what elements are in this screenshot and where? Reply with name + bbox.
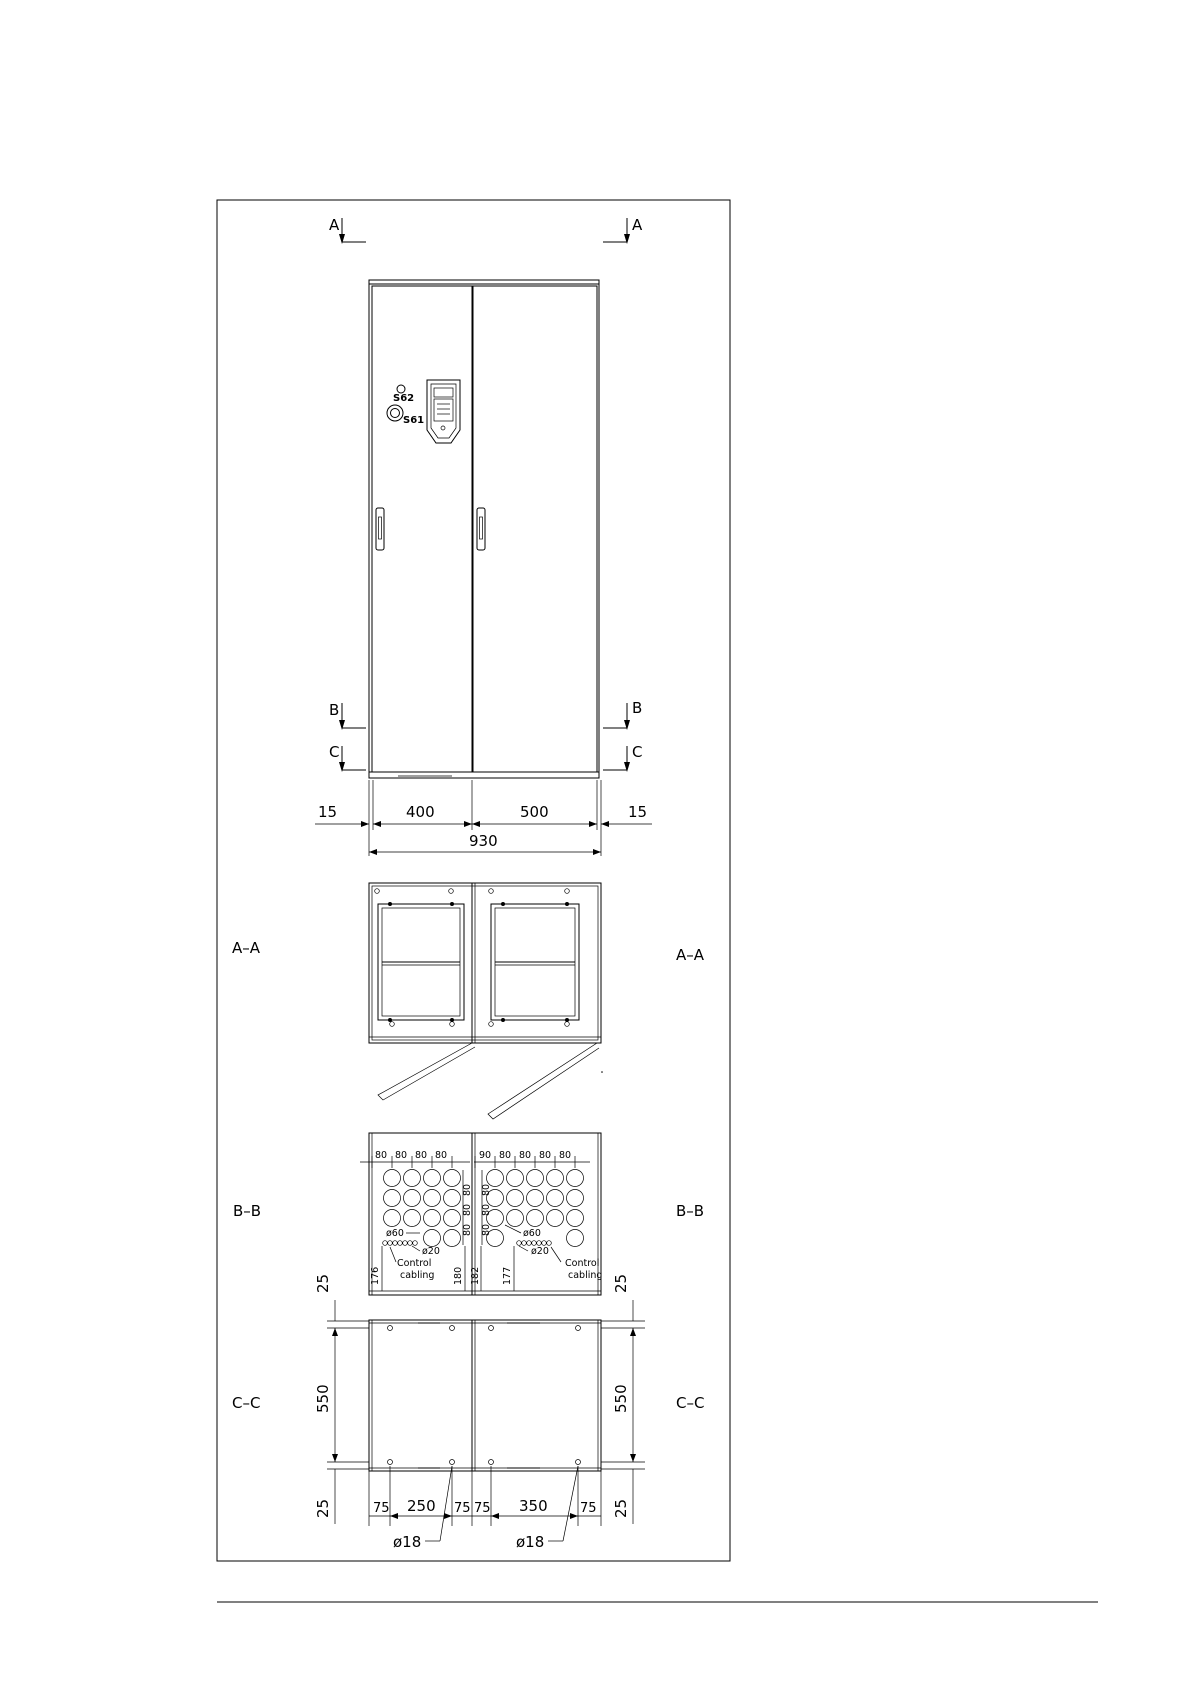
- switch-s62-label: S62: [393, 393, 415, 404]
- section-label-bb-left: B–B: [233, 1202, 262, 1220]
- label-control-cabling-left-2: cabling: [400, 1270, 435, 1281]
- control-panel-icon: [427, 380, 460, 443]
- dim-bb-mid-left-3: 80: [462, 1223, 473, 1236]
- section-label-cc-left: C–C: [232, 1394, 261, 1412]
- section-letter: A: [329, 216, 340, 234]
- dim-total-width: 930: [469, 832, 498, 850]
- section-bb-view: [360, 1133, 602, 1295]
- dim-cc-bottom-left: 25: [314, 1498, 332, 1518]
- right-door: [473, 286, 597, 772]
- dim-bb-mid-right-1: 80: [481, 1183, 492, 1196]
- label-bb-left-small-hole: ø20: [422, 1246, 440, 1257]
- dim-right-margin: 15: [628, 803, 648, 821]
- dim-cc-bottom-4: 75: [474, 1501, 491, 1516]
- dim-bb-left-2: 80: [395, 1150, 408, 1161]
- dim-cc-height-right: 550: [612, 1384, 630, 1413]
- switch-s62-icon: [397, 385, 405, 393]
- section-marker-b-right: [603, 699, 642, 730]
- section-marker-c-right: [603, 743, 642, 772]
- dim-left-cubicle: 400: [406, 803, 435, 821]
- dim-cc-bottom-1: 75: [373, 1501, 390, 1516]
- section-marker-a-left: [329, 216, 366, 244]
- section-letter: C: [632, 743, 643, 761]
- dim-bb-right-3: 80: [519, 1150, 532, 1161]
- section-label-bb-right: B–B: [676, 1202, 705, 1220]
- front-dimensions: [315, 780, 652, 856]
- section-letter: A: [632, 216, 643, 234]
- left-door-handle: [376, 508, 384, 550]
- dim-bb-left-1: 80: [375, 1150, 388, 1161]
- dim-cc-bottom-6: 75: [580, 1501, 597, 1516]
- label-bb-right-large-hole: ø60: [523, 1228, 541, 1239]
- left-door: [372, 286, 472, 772]
- dim-bb-182: 182: [470, 1266, 481, 1285]
- dim-bb-mid-left-1: 80: [462, 1183, 473, 1196]
- dim-bb-right-4: 80: [539, 1150, 552, 1161]
- dim-cc-top-right: 25: [612, 1273, 630, 1293]
- section-label-cc-right: C–C: [676, 1394, 705, 1412]
- label-cc-bolt-right: ø18: [516, 1533, 545, 1551]
- switch-s61-label: S61: [403, 415, 425, 426]
- label-bb-right-small-hole: ø20: [531, 1246, 549, 1257]
- section-marker-a-right: [603, 216, 643, 244]
- dim-cc-bottom-2: 250: [407, 1497, 436, 1515]
- switch-s61-icon: [387, 405, 403, 421]
- dim-left-margin: 15: [318, 803, 338, 821]
- section-letter: B: [632, 699, 643, 717]
- dim-bb-mid-right-3: 80: [481, 1223, 492, 1236]
- dim-cc-bottom-3: 75: [454, 1501, 471, 1516]
- cabinet-front-view: [369, 280, 599, 778]
- dim-cc-bottom-5: 350: [519, 1497, 548, 1515]
- dim-bb-176: 176: [370, 1266, 381, 1285]
- section-letter: B: [329, 701, 340, 719]
- section-aa-view: [369, 883, 603, 1119]
- label-bb-left-large-hole: ø60: [386, 1228, 404, 1239]
- dim-bb-left-4: 80: [435, 1150, 448, 1161]
- section-marker-c-left: [329, 743, 366, 772]
- dim-bb-177: 177: [502, 1266, 513, 1285]
- label-control-cabling-right: Control: [565, 1258, 600, 1269]
- dim-bb-right-1: 90: [479, 1150, 492, 1161]
- section-label-aa-right: A–A: [676, 946, 705, 964]
- section-letter: C: [329, 743, 340, 761]
- label-control-cabling-left: Control: [397, 1258, 432, 1269]
- dim-bb-right-2: 80: [499, 1150, 512, 1161]
- section-cc-view: [314, 1274, 645, 1551]
- label-control-cabling-right-2: cabling: [568, 1270, 603, 1281]
- dim-bb-180: 180: [453, 1266, 464, 1285]
- dim-cc-bottom-right: 25: [612, 1498, 630, 1518]
- label-cc-bolt-left: ø18: [393, 1533, 422, 1551]
- plinth: [369, 772, 599, 778]
- section-marker-b-left: [329, 701, 366, 730]
- dim-bb-left-3: 80: [415, 1150, 428, 1161]
- dim-bb-mid-left-2: 80: [462, 1203, 473, 1216]
- section-label-aa-left: A–A: [232, 939, 261, 957]
- dim-bb-right-5: 80: [559, 1150, 572, 1161]
- dim-bb-mid-right-2: 80: [481, 1203, 492, 1216]
- dim-right-cubicle: 500: [520, 803, 549, 821]
- dim-cc-top-left: 25: [314, 1273, 332, 1293]
- right-door-handle: [477, 508, 485, 550]
- dim-cc-height-left: 550: [314, 1384, 332, 1413]
